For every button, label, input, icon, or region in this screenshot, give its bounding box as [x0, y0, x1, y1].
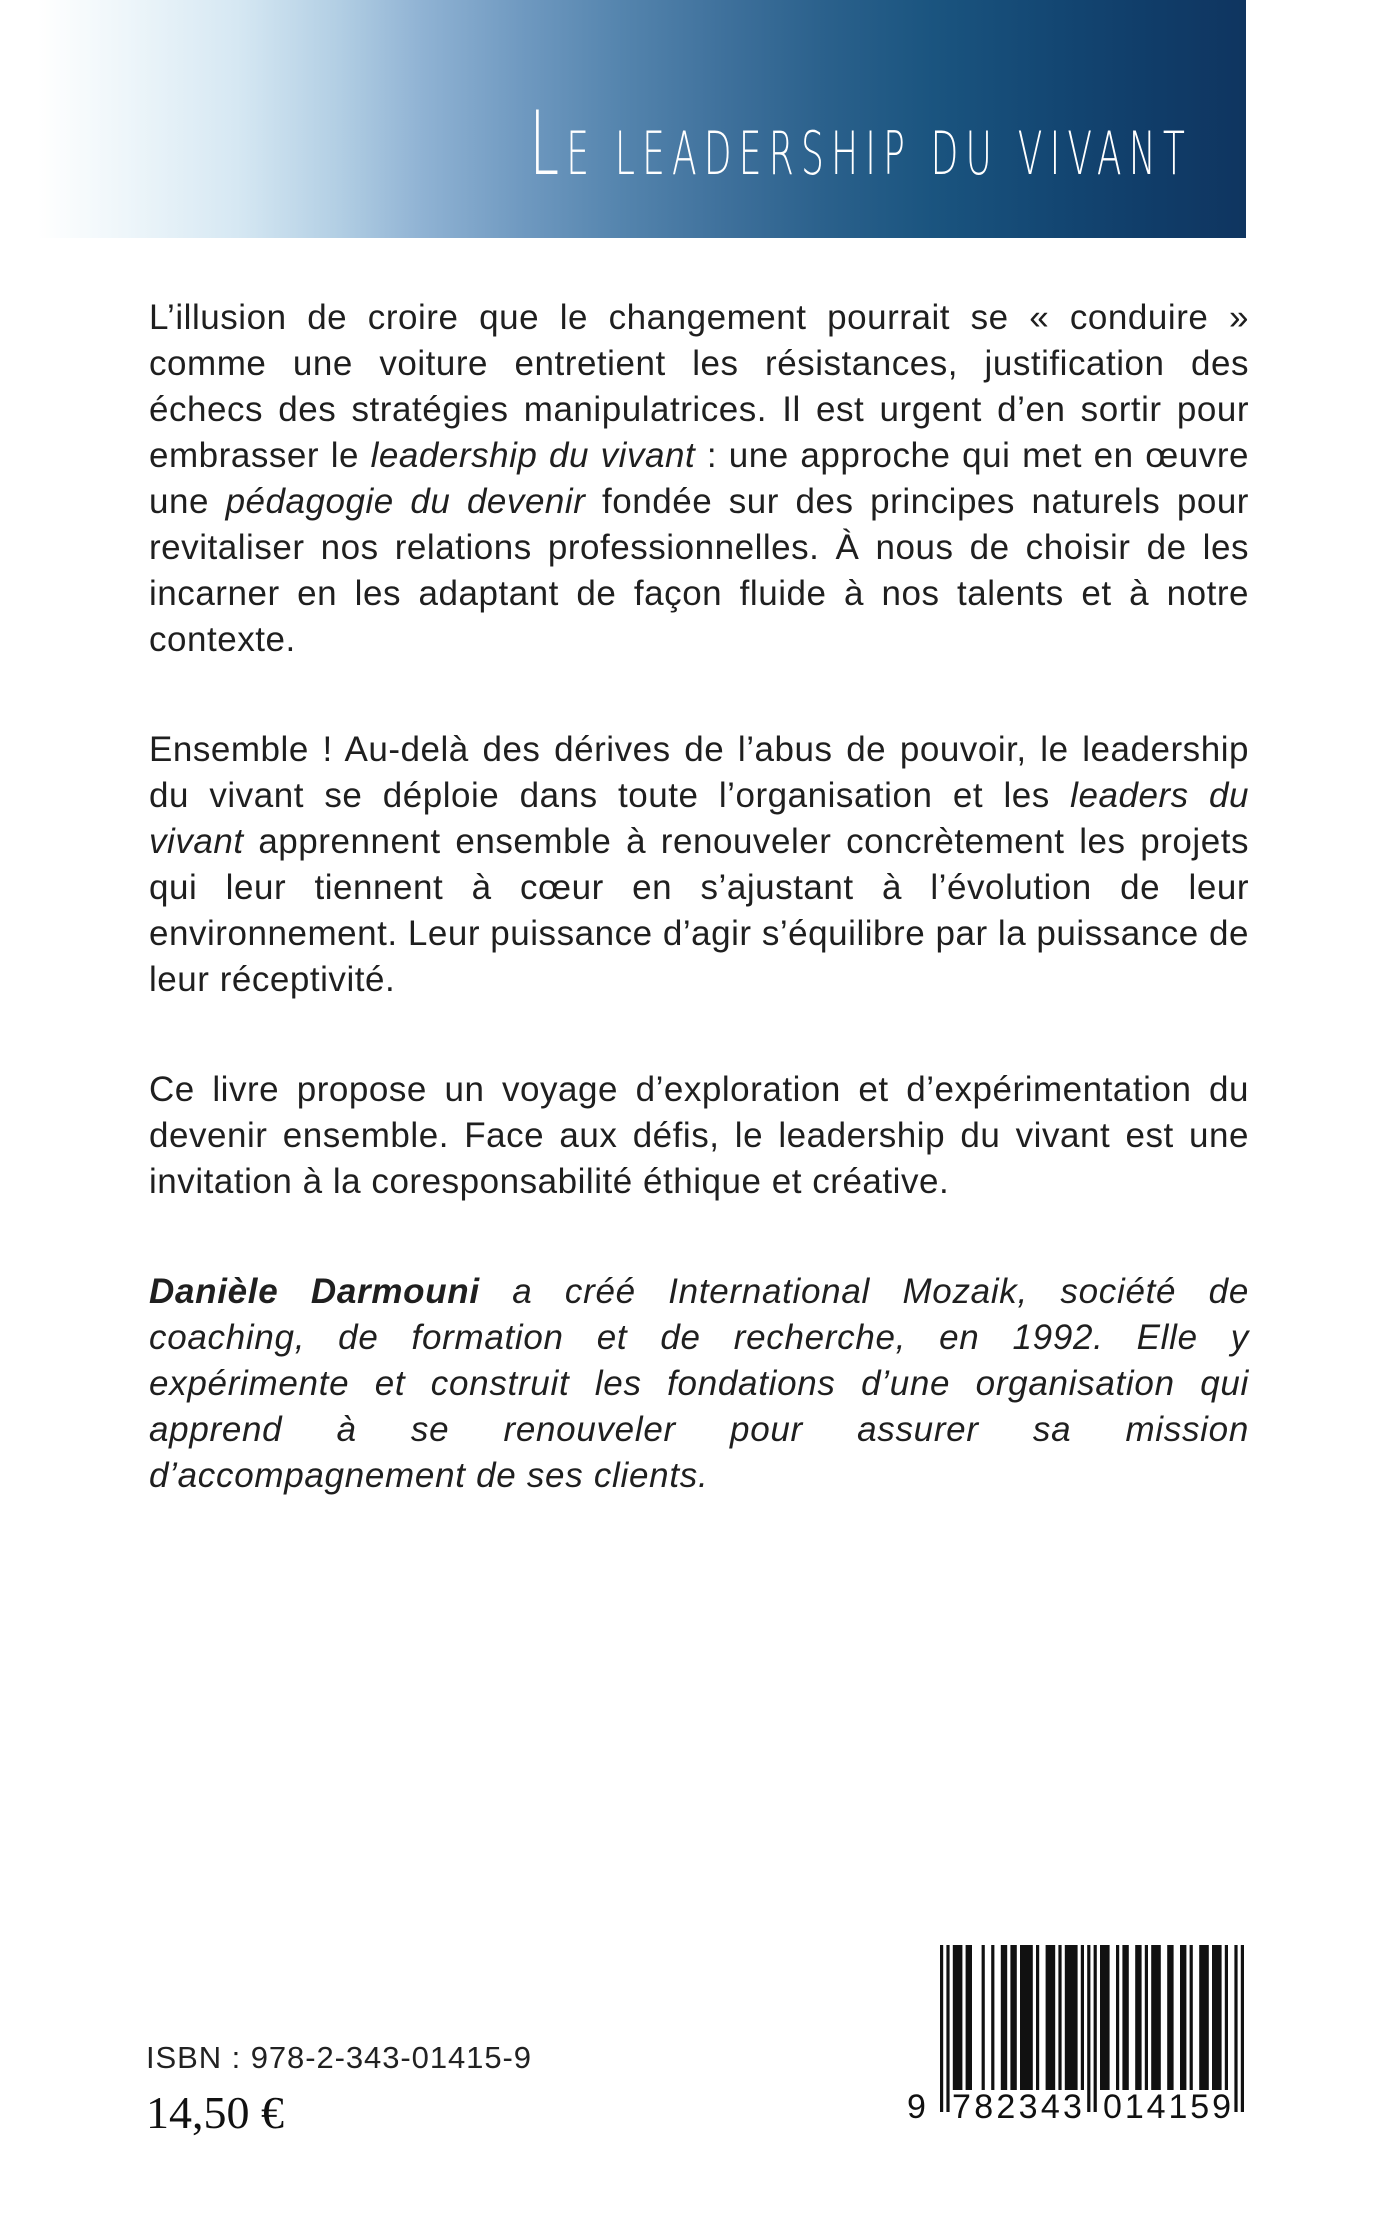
title-text: E LEADERSHIP DU VIVANT: [566, 119, 1192, 189]
paragraph-book-promise: Ce livre propose un voyage d’exploration et d’expérimentation du devenir ensemble. Face aux défis, le leadership du vivant est une invitation à la coresponsabilité éthique et créative.: [149, 1070, 1249, 1201]
paragraph-ensemble: Ensemble ! Au-delà des dérives de l’abus de pouvoir, le leadership du vivant se déploie dans toute l’organisation et les leaders du vivant apprennent ensemble à renouveler concrètement les projets qui leur tiennent à cœur en s’ajustant à l’évolution de leur environnement. Leur puissance d’agir s’équilibre par la puissance de leur réceptivité.: [149, 730, 1250, 999]
barcode-digits: [905, 2086, 1245, 2130]
paragraph-intro: L’illusion de croire que le changement pourrait se « conduire » comme une voiture entretient les résistances, justification des échecs des stratégies manipulatrices. Il est urgent d’en sortir pour embrasser le leadership du vivant : une approche qui met en œuvre une pédagogie du devenir fondée sur des principes naturels pour revitaliser nos relations professionnelles. À nous de choisir de les incarner en les adaptant de façon fluide à nos talents et à notre contexte.: [149, 298, 1249, 659]
title-initial-letter: L: [529, 92, 567, 195]
isbn-text: ISBN : 978-2-343-01415-9: [146, 2040, 532, 2075]
barcode: [905, 1945, 1250, 2130]
title-banner: [0, 0, 1246, 238]
price-text: 14,50 €: [146, 2087, 284, 2138]
barcode-digits-left: 7 8 2 3 4 3: [952, 2088, 1082, 2126]
author-bio: Danièle Darmouni a créé International Mozaik, société de coaching, de formation et de recherche, en 1992. Elle y expérimente et construit les fondations d’une organisation qui apprend à se renouveler pour assurer sa mission d’accompagnement de ses clients.: [149, 1272, 1249, 1495]
barcode-digit-first: 9: [907, 2088, 926, 2126]
back-cover-text: [149, 295, 1249, 1563]
barcode-digits-right: 0 1 4 1 5 9: [1103, 2088, 1231, 2126]
page-title: [529, 92, 1192, 195]
